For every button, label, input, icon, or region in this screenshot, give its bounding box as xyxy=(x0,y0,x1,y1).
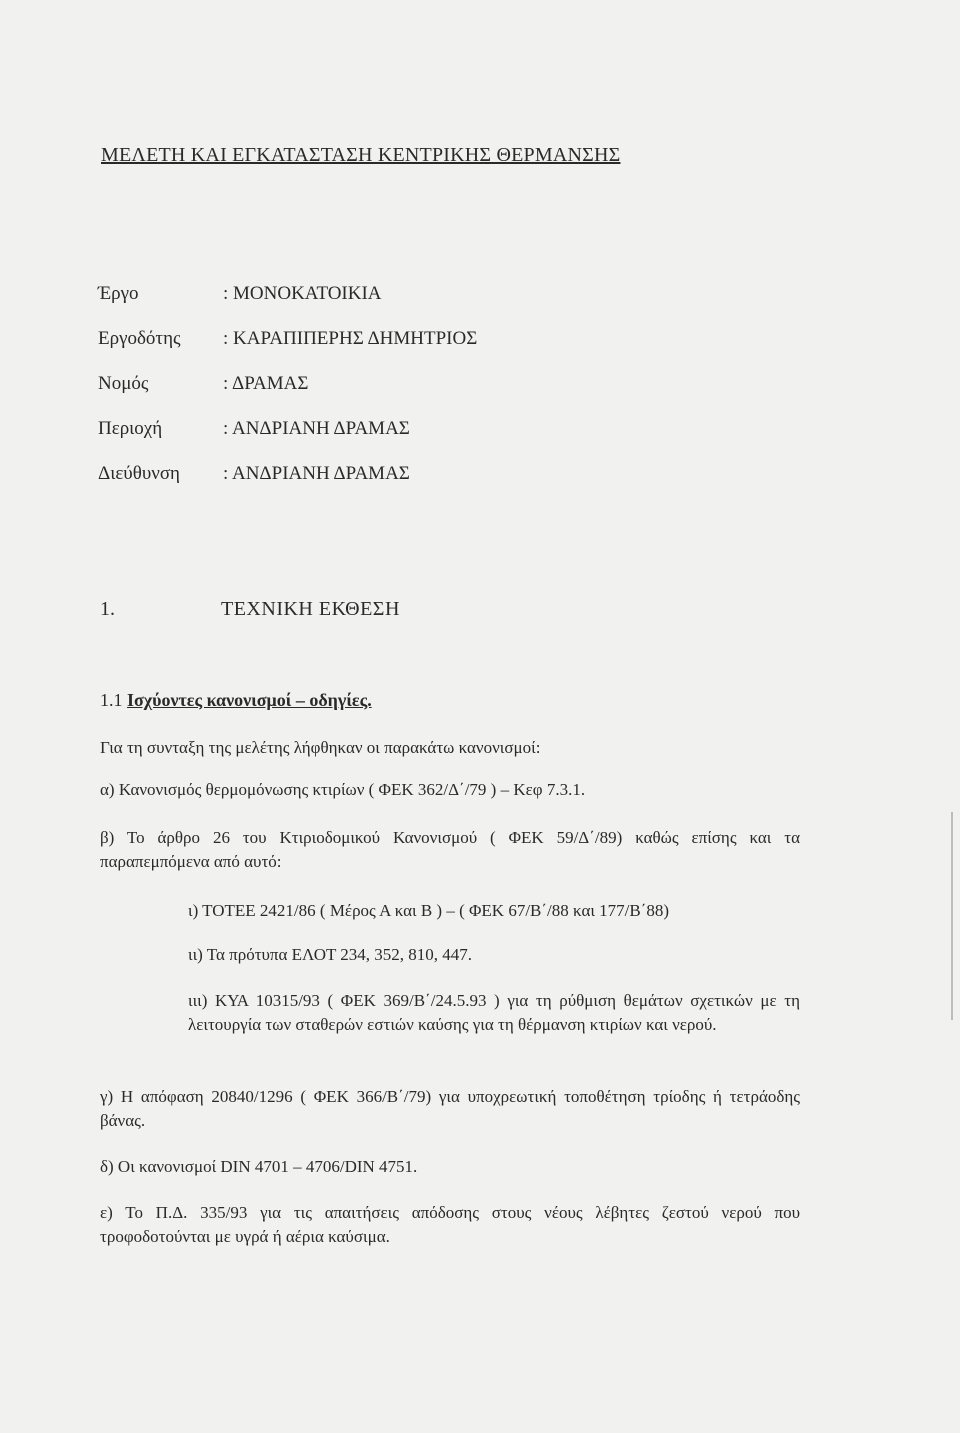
area-label: Περιοχή xyxy=(98,418,163,439)
item-e: ε) Το Π.Δ. 335/93 για τις απαιτήσεις απόδοσης στους νέους λέβητες ζεστού νερού που τροφοδοτούνται με υγρά ή αέρια καύσιμα. xyxy=(100,1203,800,1246)
employer-label: Εργοδότης xyxy=(98,328,181,349)
item-b-iii xyxy=(100,989,800,1037)
item-b-ii: ιι) Τα πρότυπα ΕΛΟΤ 234, 352, 810, 447. xyxy=(188,945,473,964)
item-d: δ) Οι κανονισμοί DIN 4701 – 4706/DIN 4751. xyxy=(100,1157,418,1176)
item-b-iii-text: ιιι) ΚΥΑ 10315/93 ( ΦΕΚ 369/Β΄/24.5.93 ) για τη ρύθμιση θεμάτων σχετικών με τη λειτουργία των σταθερών εστιών καύσης για τη θέρμανση κτιρίων και νερού. xyxy=(188,991,800,1034)
address-label: Διεύθυνση xyxy=(98,463,180,484)
section-number: 1. xyxy=(100,598,115,620)
scan-edge-line xyxy=(951,812,953,1020)
employer-value: : ΚΑΡΑΠΙΠΕΡΗΣ ΔΗΜΗΤΡΙΟΣ xyxy=(223,328,478,349)
project-value: : ΜΟΝΟΚΑΤΟΙΚΙΑ xyxy=(223,283,382,304)
subsection-number: 1.1 xyxy=(100,690,123,710)
subsection-title: Ισχύοντες κανονισμοί – οδηγίες. xyxy=(127,690,372,710)
prefecture-value: : ΔΡΑΜΑΣ xyxy=(223,373,309,394)
address-value: : ΑΝΔΡΙΑΝΗ ΔΡΑΜΑΣ xyxy=(223,463,410,484)
item-b-i: ι) ΤΟΤΕΕ 2421/86 ( Μέρος Α και Β ) – ( ΦΕΚ 67/Β΄/88 και 177/Β΄88) xyxy=(188,901,670,920)
prefecture-label: Νομός xyxy=(98,373,149,394)
item-a: α) Κανονισμός θερμομόνωσης κτιρίων ( ΦΕΚ 362/Δ΄/79 ) – Κεφ 7.3.1. xyxy=(100,780,586,799)
item-b: β) Το άρθρο 26 του Κτιριοδομικού Κανονισμού ( ΦΕΚ 59/Δ΄/89) καθώς επίσης και τα παραπεμπόμενα από αυτό: xyxy=(100,828,800,871)
item-c: γ) Η απόφαση 20840/1296 ( ΦΕΚ 366/Β΄/79) για υποχρεωτική τοποθέτηση τρίοδης ή τετράοδης βάνας. xyxy=(100,1087,800,1130)
subsection-heading xyxy=(100,690,372,711)
intro-paragraph: Για τη συνταξη της μελέτης λήφθηκαν οι παρακάτω κανονισμοί: xyxy=(100,738,541,757)
document-title: ΜΕΛΕΤΗ ΚΑΙ ΕΓΚΑΤΑΣΤΑΣΗ ΚΕΝΤΡΙΚΗΣ ΘΕΡΜΑΝΣΗΣ xyxy=(101,144,621,166)
area-value: : ΑΝΔΡΙΑΝΗ ΔΡΑΜΑΣ xyxy=(223,418,410,439)
section-title: ΤΕΧΝΙΚΗ ΕΚΘΕΣΗ xyxy=(221,598,400,620)
project-label: Έργο xyxy=(98,283,139,304)
